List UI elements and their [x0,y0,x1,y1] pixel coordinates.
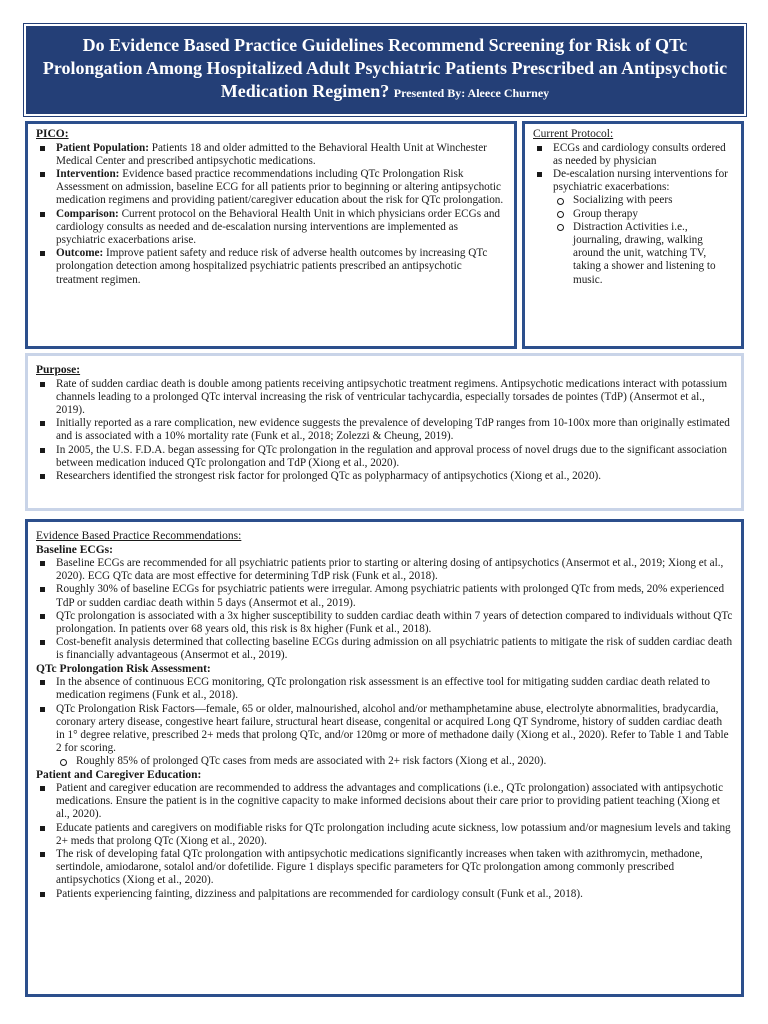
baseline-ecg-item: QTc prolongation is associated with a 3x higher susceptibility to sudden cardiac death within 7 years of detection compared to individuals without QTc prolongation. In patients over 68 years old, this risk is 8x higher (Funk et al., 2018). [36,610,733,636]
protocol-sublist [553,194,733,286]
risk-assessment-subitem: Roughly 85% of prolonged QTc cases from meds are associated with 2+ risk factors (Xiong et al., 2020). [56,755,733,768]
baseline-ecg-heading: Baseline ECGs: [36,543,113,556]
purpose-box [25,353,744,511]
education-list [36,782,733,901]
purpose-item: Rate of sudden cardiac death is double among patients receiving antipsychotic treatment regimens. Antipsychotic medications interact with potassium channels leading to a prolonged QTc interval increasing the risk of ventricular tachycardia, especially torsades de pointes (TdP) (Ansermot et al., 2019). [36,378,733,418]
protocol-item [533,168,733,287]
baseline-ecg-list [36,557,733,663]
ebp-recommendations-box [25,519,744,997]
pico-list [36,142,506,287]
presenter-name: Presented By: Aleece Churney [393,86,550,100]
baseline-ecg-item: Cost-benefit analysis determined that collecting baseline ECGs during admission on all psychiatric patients to mitigate the risk of sudden cardiac death is financially advantageous (Ansermot et al., 2019). [36,636,733,662]
poster-title: Do Evidence Based Practice Guidelines Recommend Screening for Risk of QTc Prolongation Among Hospitalized Adult Psychiatric Patients Prescribed an Antipsychotic Medication Regimen? [42,35,728,101]
purpose-item: In 2005, the U.S. F.D.A. began assessing for QTc prolongation in the regulation and approval process of novel drugs due to the significant association between medication induced QTc prolongation and TdP (Xiong et al., 2020). [36,444,733,470]
pico-label: Patient Population: [56,141,149,154]
protocol-subitem: Group therapy [553,208,733,221]
pico-item-intervention [36,168,506,208]
protocol-item: ECGs and cardiology consults ordered as needed by physician [533,142,733,168]
protocol-subitem: Socializing with peers [553,194,733,207]
baseline-ecg-item: Roughly 30% of baseline ECGs for psychiatric patients were irregular. Among psychiatric patients with prolonged QTc from meds, 20% experienced TdP or sudden cardiac death within 5 days (Ansermot et al., 2019). [36,583,733,609]
purpose-item: Initially reported as a rare complication, new evidence suggests the prevalence of developing TdP ranges from 10-100x more than originally estimated and is associated with a 10% mortality rate (Funk et al., 2018; Zolezzi & Cheung, 2019). [36,417,733,443]
risk-assessment-list [36,676,733,755]
education-item: Patients experiencing fainting, dizziness and palpitations are recommended for cardiology consult (Funk et al., 2018). [36,888,733,901]
education-heading: Patient and Caregiver Education: [36,768,202,781]
pico-title: PICO: [36,128,69,140]
pico-text: Current protocol on the Behavioral Health Unit in which physicians order ECGs and cardiology consults as needed and de-escalation nursing interventions are implemented as psychiatric exacerbations arise. [56,207,501,246]
education-item: Patient and caregiver education are recommended to address the advantages and complications (i.e., QTc prolongation) associated with antipsychotic medications. Ensure the patient is in the cognitive capacity to make informed decisions about their care prior to providing patient teaching (Xiong et al., 2020). [36,782,733,822]
protocol-subitem: Distraction Activities i.e., journaling, drawing, walking around the unit, watching TV, taking a shower and listening to music. [553,221,733,287]
pico-label: Outcome: [56,247,104,260]
risk-assessment-sublist [56,755,733,768]
purpose-list [36,378,733,484]
pico-label: Comparison: [56,207,119,220]
risk-assessment-heading: QTc Prolongation Risk Assessment: [36,662,211,675]
education-item: Educate patients and caregivers on modifiable risks for QTc prolongation including acute sickness, low potassium and/or magnesium levels and taking 2+ meds that prolong QTc (Xiong et al., 2020). [36,822,733,848]
pico-label: Intervention: [56,167,120,180]
protocol-title: Current Protocol: [533,128,614,140]
current-protocol-box [522,121,744,349]
education-item: The risk of developing fatal QTc prolongation with antipsychotic medications significantly increases when taken with azithromycin, methadone, sertindole, amiodarone, sotalol and/or dofetilide. Figure 1 displays specific parameters for QTc prolongation among commonly prescribed antipsychotics (Xiong et al., 2020). [36,848,733,888]
protocol-list [533,142,733,287]
pico-text: Evidence based practice recommendations including QTc Prolongation Risk Assessment on admission, baseline ECG for all patients prior to beginning or altering antipsychotic medication regimens and providing patient/caregiver education about the risk for QTc prolongation. [56,167,504,207]
pico-item-population [36,142,506,168]
risk-assessment-item: QTc Prolongation Risk Factors—female, 65 or older, malnourished, alcohol and/or methamphetamine abuse, electrolyte abnormalities, bradycardia, coronary artery disease, congestive heart failure, structural heart disease, congenital or acquired Long QT Syndrome, history of sudden cardiac death in 1° degree relative, prescribed 2+ meds that prolong QTc, and/or 120mg or more of methadone daily (Xiong et al., 2020). Refer to Table 1 and Table 2 for scoring. [36,703,733,756]
pico-item-comparison [36,208,506,248]
pico-text: Patients 18 and older admitted to the Behavioral Health Unit at Winchester Medical Center and prescribed antipsychotic medications. [56,141,487,167]
purpose-item: Researchers identified the strongest risk factor for prolonged QTc as polypharmacy of antipsychotics (Xiong et al., 2020). [36,470,733,483]
poster-header [24,24,746,116]
baseline-ecg-item: Baseline ECGs are recommended for all psychiatric patients prior to starting or altering dosing of antipsychotics (Ansermot et al., 2019; Xiong et al., 2020). ECG QTc data are most effective for determining TdP risk (Funk et al., 2018). [36,557,733,583]
pico-text: Improve patient safety and reduce risk of adverse health outcomes by increasing QTc prolongation detection among hospitalized psychiatric patients prescribed an antipsychotic treatment regimen. [56,247,488,286]
ebp-title: Evidence Based Practice Recommendations: [36,530,242,542]
pico-item-outcome [36,247,506,287]
risk-assessment-item: In the absence of continuous ECG monitoring, QTc prolongation risk assessment is an effective tool for mitigating sudden cardiac death related to medication regimens (Funk et al., 2018). [36,676,733,702]
purpose-title: Purpose: [36,364,81,376]
pico-box [25,121,517,349]
protocol-item-text: De-escalation nursing interventions for psychiatric exacerbations: [553,167,728,194]
